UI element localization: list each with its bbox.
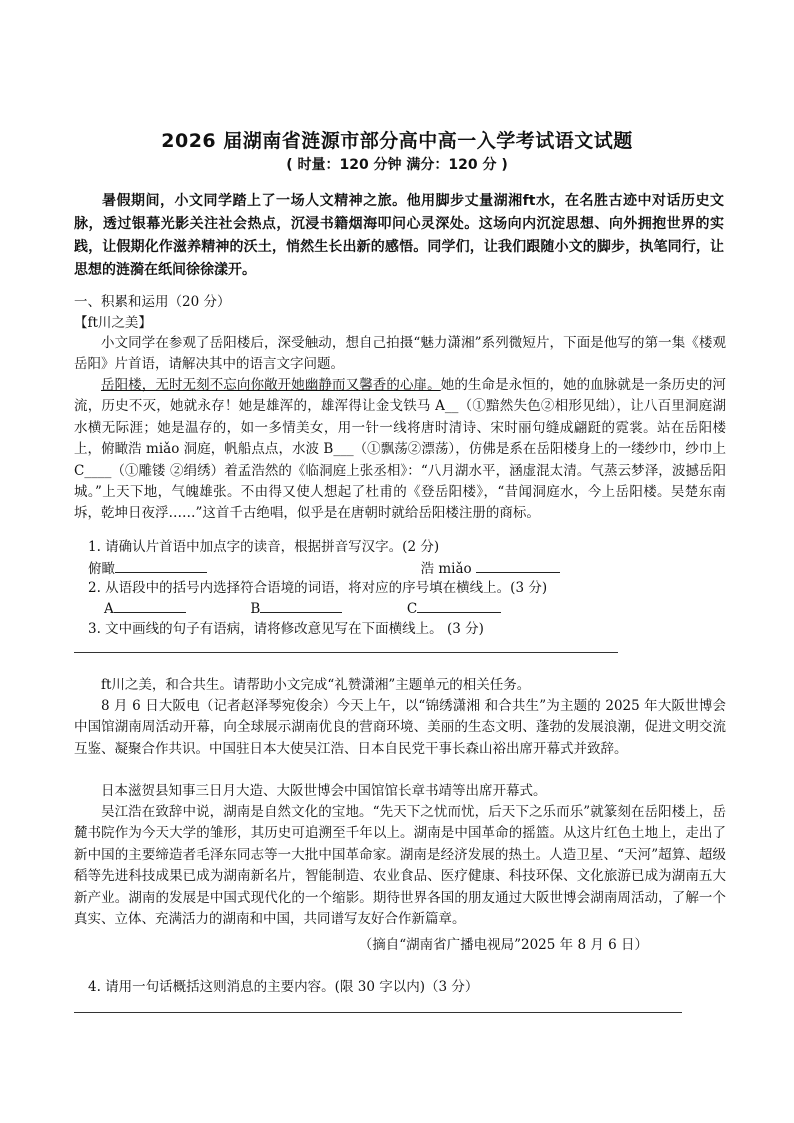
underlined-sentence: 岳阳楼，无时无刻不忘向你敞开她幽静而又馨香的心扉。: [101, 377, 441, 393]
question-1: 1. 请确认片首语中加点字的读音，根据拼音写汉字。(2 分): [88, 539, 440, 555]
question-3: 3. 文中画线的句子有语病，请将修改意见写在下面横线上。 (3 分): [88, 621, 484, 637]
q2-blank-b[interactable]: [260, 598, 342, 613]
q1-label-a: 俯瞰: [88, 561, 115, 577]
news-paragraph-3: 吴江浩在致辞中说，湖南是自然文化的宝地。“先天下之忧而忧，后天下之乐而乐”就篆刻在岳阳楼上，岳麓书院作为今天大学的雏形，其历史可追溯至千年以上。湖南是中国革命的摇篮。从这片红色土地上，走出了新中国的主要缔造者毛泽东同志等一大批中国革命家。湖南是经济发展的热土。人造卫星、“天河”超算、超级稻等先进科技成果已成为湖南新名片，智能制造、农业食品、医疗健康、科技环保、文化旅游已成为湖南五大新产业。湖南的发展是中国式现代化的一个缩影。期待世界各国的朋友通过大阪世博会湖南周活动，了解一个真实、立体、充满活力的湖南和中国，共同谱写友好合作新篇章。: [74, 804, 726, 928]
q2-label-c: C: [406, 601, 418, 617]
q1-label-b: 浩 miǎo: [420, 561, 472, 577]
section-heading: 一、积累和运用（20 分）: [74, 294, 231, 310]
q2-blank-a[interactable]: [114, 598, 186, 613]
page-title: 2026 届湖南省涟源市部分高中高一入学考试语文试题: [161, 130, 633, 152]
q2-label-b: B: [250, 601, 261, 617]
news-source: （摘自“湖南省广播电视局”2025 年 8 月 6 日）: [358, 937, 648, 953]
q1-blank-a[interactable]: [115, 558, 207, 573]
question-2-answers: [104, 598, 724, 620]
q2-blank-c[interactable]: [417, 598, 501, 613]
page-subtitle: ( 时量：120 分钟 满分：120 分 ): [286, 157, 508, 173]
sub-heading: 【ft川之美】: [74, 315, 152, 331]
question-2: 2. 从语段中的括号内选择符合语境的词语，将对应的序号填在横线上。(3 分): [88, 580, 548, 596]
answer-line-q3[interactable]: [74, 652, 618, 653]
news-paragraph-2: 日本滋贺县知事三日月大造、大阪世博会中国馆馆长章书靖等出席开幕式。: [101, 783, 547, 799]
intro-paragraph: 暑假期间，小文同学踏上了一场人文精神之旅。他用脚步丈量湖湘ft水，在名胜古迹中对话历史文脉，透过银幕光影关注社会热点，沉浸书籍烟海叩问心灵深处。这场向内沉淀思想、向外拥抱世界的实践，让假期化作滋养精神的沃土，悄然生长出新的感悟。同学们，让我们跟随小文的脚步，执笔同行，让思想的涟漪在纸间徐徐漾开。: [74, 193, 724, 278]
answer-line-q4[interactable]: [74, 1012, 682, 1013]
section2-lead: ft川之美，和合共生。请帮助小文完成“礼赞潇湘”主题单元的相关任务。: [101, 677, 531, 693]
q2-label-a: A: [104, 601, 114, 617]
question-intro-paragraph: 小文同学在参观了岳阳楼后，深受触动，想自己拍摄“魅力潇湘”系列微短片，下面是他写的第一集《楼观岳阳》片首语，请解决其中的语言文字问题。: [74, 335, 726, 373]
passage-paragraph: [74, 375, 726, 525]
question-4: 4. 请用一句话概括这则消息的主要内容。(限 30 字以内)（3 分）: [88, 979, 479, 995]
passage-text: 她的生命是永恒的，她的血脉就是一条历史的河流，历史不灭，她就永存！她是雄浑的，雄浑得让金戈铁马 A__（①黯然失色②相形见绌），让八百里洞庭湖水横无际涯；她是温存的，如一多情美女，用一针一线将唐时清诗、宋时丽句缝成翩跹的霓裳。站在岳阳楼上，俯瞰浩 miǎo 洞庭，帆船点点，水波 B___（①飘荡②漂荡），仿佛是系在岳阳楼身上的一缕纱巾，纱巾上 C____（①雕镂 ②绢绣）着孟浩然的《临洞庭上张丞相》：“八月湖水平，涵虚混太清。气蒸云梦泽，波撼岳阳城。”上天下地，气魄雄张。不由得又使人想起了杜甫的《登岳阳楼》，“昔闻洞庭水，今上岳阳楼。吴楚东南坼，乾坤日夜浮……”这首千古绝唱，似乎是在唐朝时就给岳阳楼注册的商标。: [74, 377, 727, 522]
q1-blank-b[interactable]: [476, 558, 560, 573]
news-paragraph-1: 8 月 6 日大阪电（记者赵泽琴宛俊余）今天上午，以“锦绣潇湘 和合共生”为主题的 2025 年大阪世博会中国馆湖南周活动开幕，向全球展示湖南优良的营商环境、美丽的生态文明、蓬勃的发展浪潮，促进文明交流互鉴、凝聚合作共识。中国驻日本大使吴江浩、日本自民党干事长森山裕出席开幕式并致辞。: [74, 698, 726, 757]
